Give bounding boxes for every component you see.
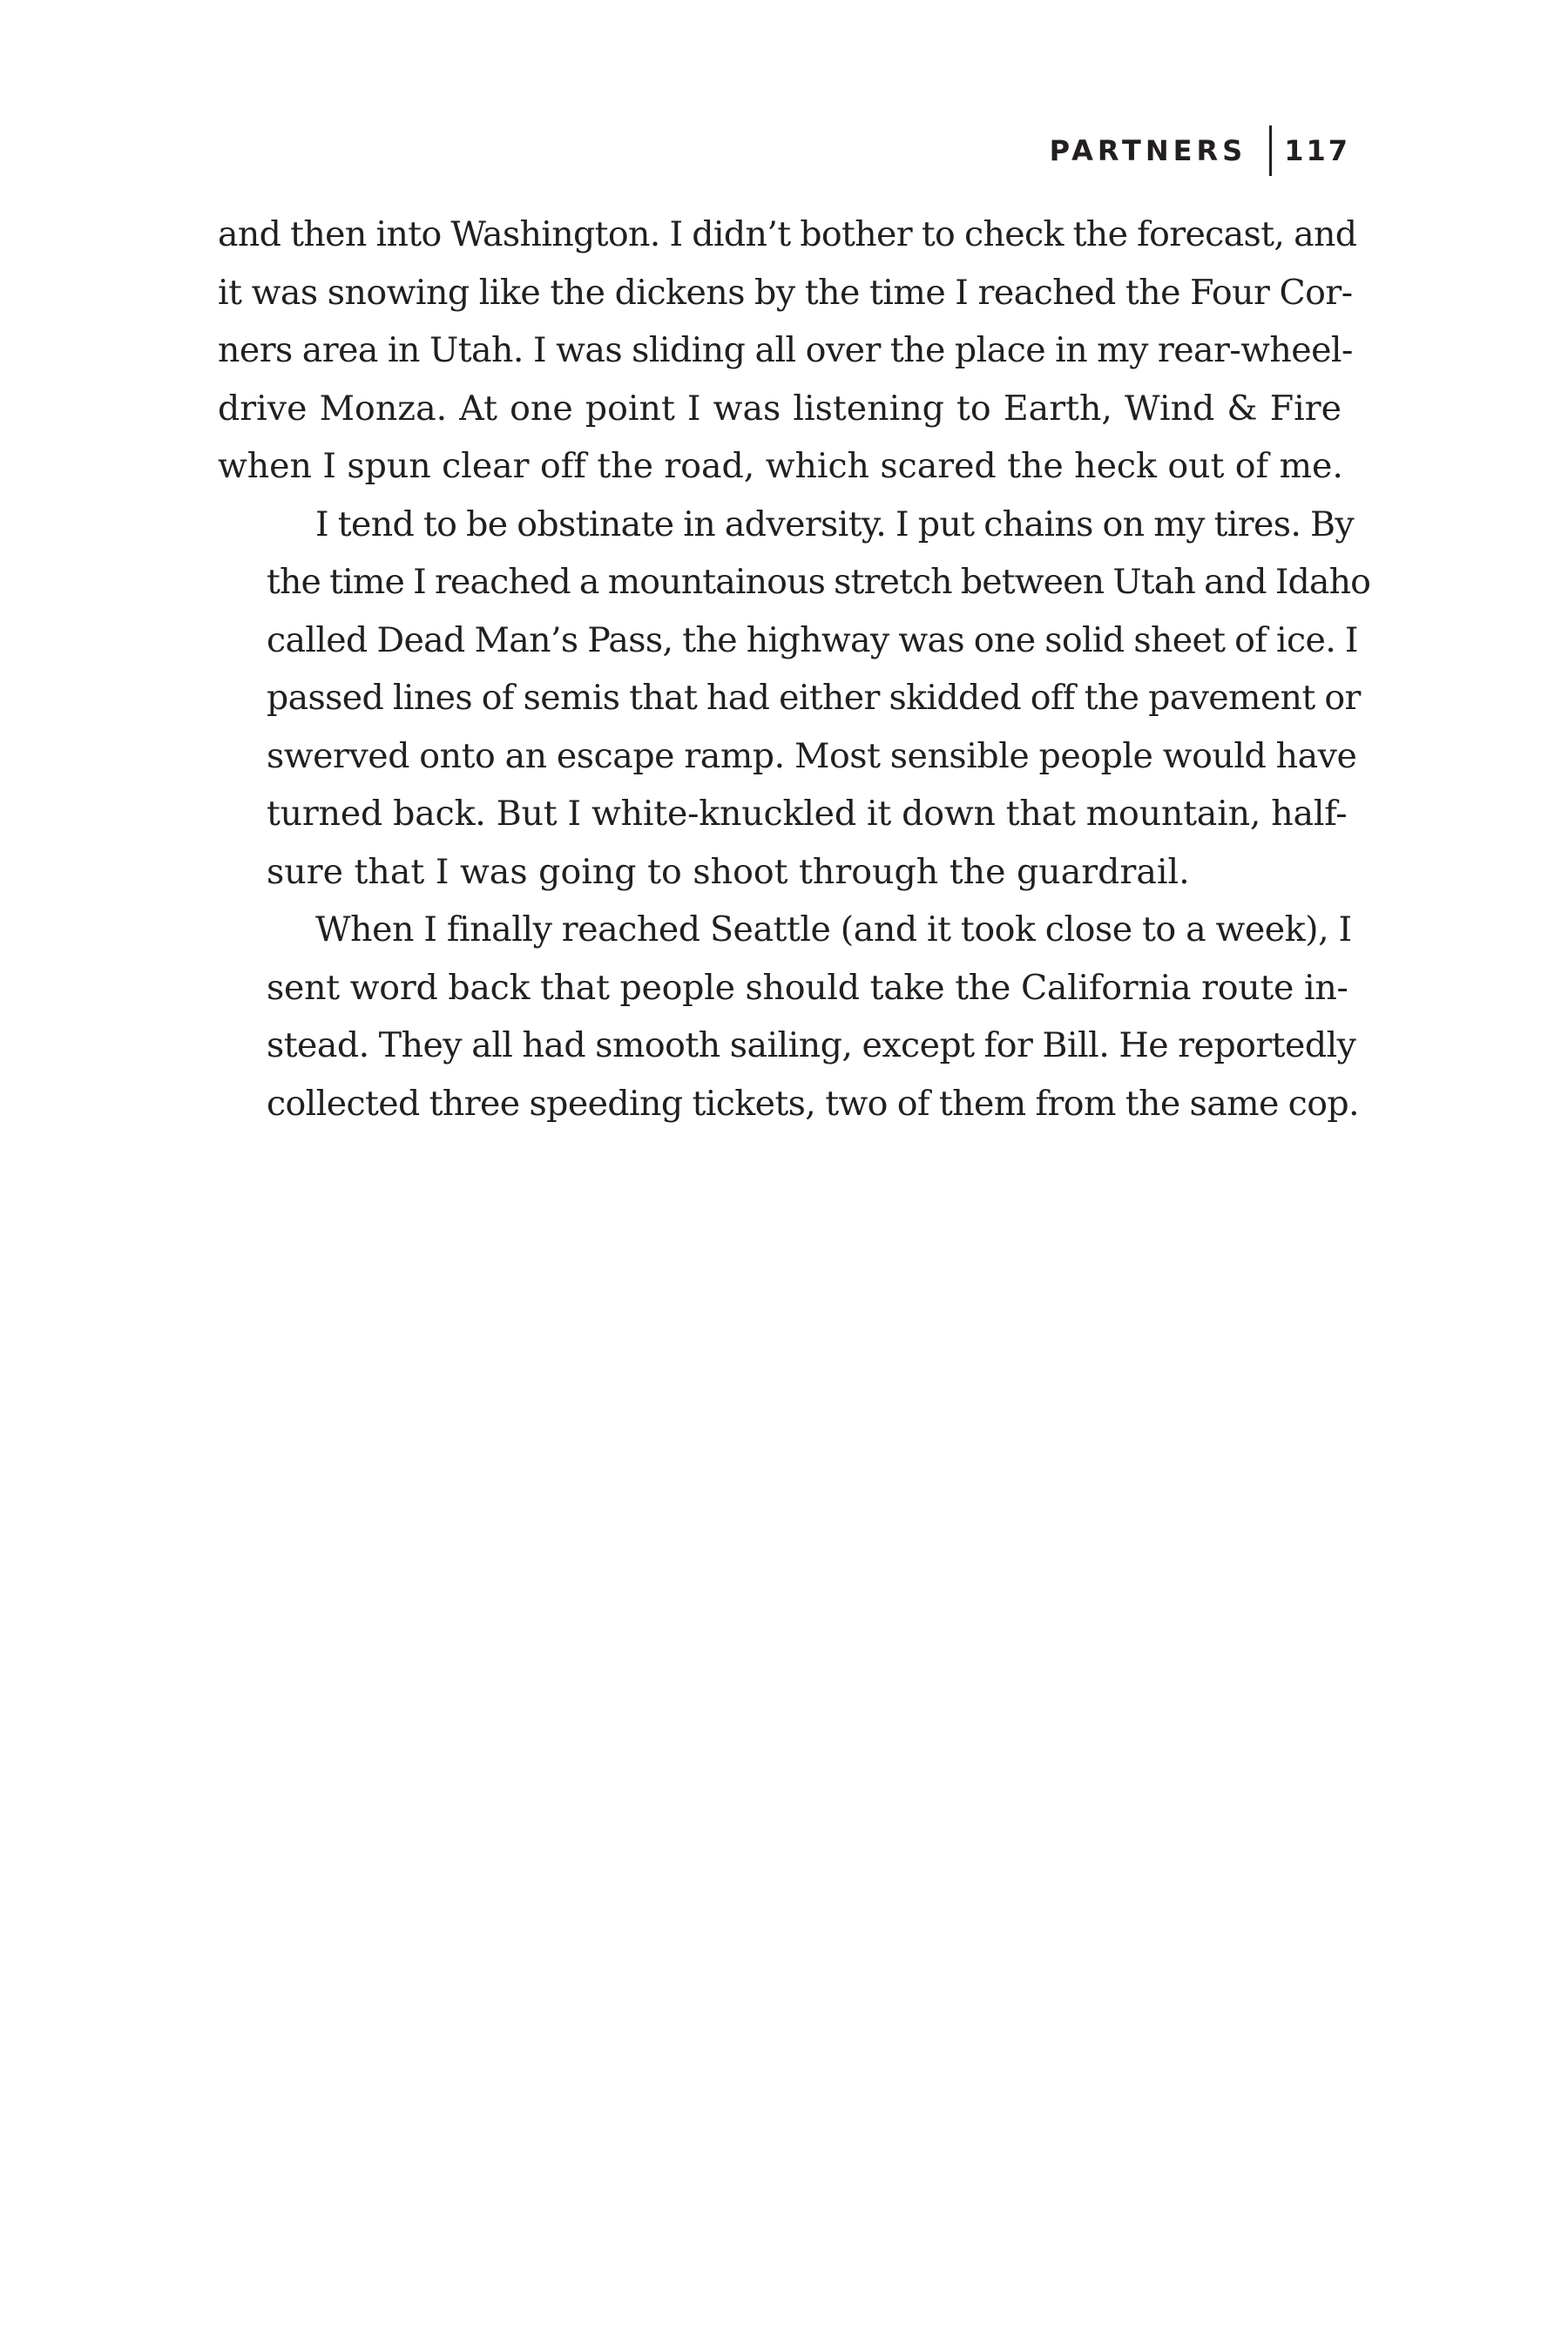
running-head-divider (1269, 125, 1272, 176)
text-line: passed lines of semis that had either skidded off the pavement or (267, 678, 1361, 718)
text-line: turned back. But I white-knuckled it down that mountain, half- (267, 794, 1348, 834)
text-line: and then into Washington. I didn’t bother to check the forecast, and (218, 214, 1357, 254)
paragraph-1 (218, 206, 1357, 496)
text-line: collected three speeding tickets, two of them from the same cop. (267, 1083, 1359, 1124)
text-line: ners area in Utah. I was sliding all over the place in my rear-wheel- (218, 330, 1353, 370)
text-line: swerved onto an escape ramp. Most sensible people would have (267, 735, 1357, 776)
text-line: stead. They all had smooth sailing, except for Bill. He reportedly (267, 1025, 1356, 1065)
text-line: I tend to be obstinate in adversity. I put chains on my tires. By (315, 504, 1355, 544)
body-text (218, 206, 1371, 1132)
page-number: 117 (1284, 134, 1350, 167)
text-line: it was snowing like the dickens by the time I reached the Four Cor- (218, 272, 1353, 313)
text-line: drive Monza. At one point I was listening to Earth, Wind & Fire (218, 388, 1342, 429)
paragraph-2 (218, 496, 1371, 902)
running-head-section: PARTNERS (1049, 134, 1247, 167)
text-line: the time I reached a mountainous stretch between Utah and Idaho (267, 562, 1371, 602)
text-line: When I finally reached Seattle (and it took close to a week), I (315, 909, 1352, 950)
text-line: sure that I was going to shoot through the guardrail. (267, 851, 1190, 892)
paragraph-3 (218, 901, 1359, 1132)
text-line: called Dead Man’s Pass, the highway was one solid sheet of ice. I (267, 619, 1358, 660)
running-head (1050, 124, 1350, 178)
text-line: sent word back that people should take the California route in- (267, 967, 1348, 1008)
text-line: when I spun clear off the road, which scared the heck out of me. (218, 446, 1343, 486)
